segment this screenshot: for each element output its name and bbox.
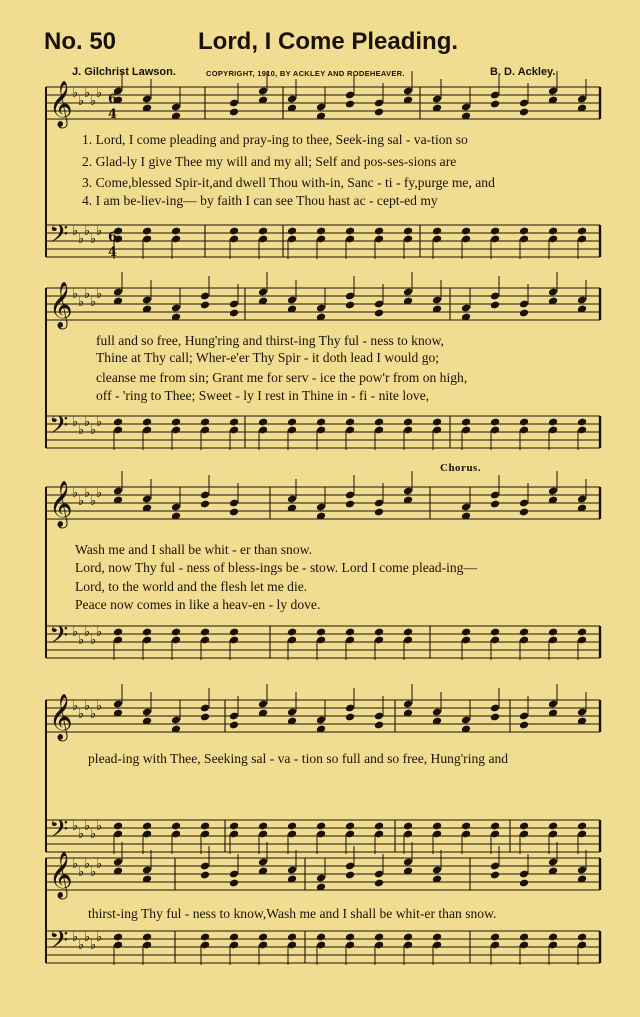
time-signature: 4 (108, 107, 118, 122)
notehead (519, 628, 529, 637)
notehead (374, 309, 384, 318)
flat-sign-icon: ♭ (72, 415, 79, 430)
notehead (345, 822, 355, 831)
notehead (519, 227, 529, 236)
notehead (519, 721, 529, 730)
notehead (490, 301, 500, 310)
flat-sign-icon: ♭ (78, 295, 85, 310)
notehead (171, 628, 181, 637)
treble-clef-icon: 𝄞 (49, 694, 73, 740)
notehead (258, 822, 268, 831)
copyright-notice: COPYRIGHT, 1910, BY ACKLEY AND RODEHEAVER. (206, 69, 405, 78)
flat-sign-icon: ♭ (84, 415, 91, 430)
notehead (577, 227, 587, 236)
flat-sign-icon: ♭ (90, 938, 97, 953)
flat-sign-icon: ♭ (72, 699, 79, 714)
notehead (345, 301, 355, 310)
notehead (200, 301, 210, 310)
flat-sign-icon: ♭ (72, 819, 79, 834)
flat-sign-icon: ♭ (78, 423, 85, 438)
notehead (490, 871, 500, 880)
notehead (519, 508, 529, 517)
time-signature: 4 (108, 245, 118, 260)
flat-sign-icon: ♭ (90, 827, 97, 842)
notehead (200, 822, 210, 831)
words-credit: J. Gilchrist Lawson. (72, 66, 176, 78)
notehead (461, 628, 471, 637)
notehead (345, 100, 355, 109)
notehead (229, 227, 239, 236)
flat-sign-icon: ♭ (84, 486, 91, 501)
treble-clef-icon: 𝄞 (49, 852, 73, 898)
lyric-s1-v4: 4. I am be-liev-ing— by faith I can see Thou hast ac - cept-ed my (82, 193, 438, 208)
flat-sign-icon: ♭ (96, 699, 103, 714)
notehead (577, 822, 587, 831)
bass-clef-icon: 𝄢 (49, 815, 69, 850)
notehead (287, 933, 297, 942)
flat-sign-icon: ♭ (72, 224, 79, 239)
flat-sign-icon: ♭ (84, 86, 91, 101)
notehead (200, 713, 210, 722)
notehead (258, 933, 268, 942)
lyric-s5: thirst-ing Thy ful - ness to know,Wash me and I shall be whit-er than snow. (88, 906, 497, 921)
notehead (432, 933, 442, 942)
chorus-label: Chorus. (440, 462, 482, 474)
lyric-s3-v3: Lord, to the world and the flesh let me die. (75, 579, 308, 594)
flat-sign-icon: ♭ (96, 86, 103, 101)
notehead (490, 500, 500, 509)
notehead (548, 933, 558, 942)
notehead (200, 871, 210, 880)
notehead (374, 508, 384, 517)
flat-sign-icon: ♭ (78, 94, 85, 109)
notehead (548, 227, 558, 236)
flat-sign-icon: ♭ (72, 486, 79, 501)
notehead (200, 500, 210, 509)
notehead (316, 418, 326, 427)
notehead (316, 822, 326, 831)
flat-sign-icon: ♭ (90, 295, 97, 310)
hymn-number: No. 50 (44, 28, 117, 55)
notehead (345, 933, 355, 942)
notehead (374, 227, 384, 236)
notehead (519, 309, 529, 318)
notehead (287, 628, 297, 637)
flat-sign-icon: ♭ (78, 633, 85, 648)
lyric-s2-v3: cleanse me from sin; Grant me for serv - ice the pow'r from on high, (96, 370, 468, 385)
notehead (316, 933, 326, 942)
notehead (374, 108, 384, 117)
notehead (142, 628, 152, 637)
notehead (519, 933, 529, 942)
notehead (229, 418, 239, 427)
flat-sign-icon: ♭ (96, 224, 103, 239)
notehead (345, 628, 355, 637)
flat-sign-icon: ♭ (84, 224, 91, 239)
lyric-s2-v2: Thine at Thy call; Wher-e'er Thy Spir - it doth lead I would go; (96, 350, 440, 365)
notehead (519, 108, 529, 117)
notehead (142, 227, 152, 236)
notehead (229, 508, 239, 517)
notehead (258, 227, 268, 236)
notehead (461, 822, 471, 831)
flat-sign-icon: ♭ (96, 930, 103, 945)
flat-sign-icon: ♭ (78, 494, 85, 509)
notehead (345, 227, 355, 236)
lyric-s3-v1: Wash me and I shall be whit - er than snow. (75, 542, 312, 557)
flat-sign-icon: ♭ (90, 633, 97, 648)
bass-clef-icon: 𝄢 (49, 411, 69, 446)
flat-sign-icon: ♭ (72, 287, 79, 302)
notehead (461, 418, 471, 427)
notehead (171, 418, 181, 427)
notehead (345, 713, 355, 722)
lyric-s1-v3: 3. Come,blessed Spir-it,and dwell Thou with-in, Sanc - ti - fy,purge me, and (82, 175, 495, 190)
flat-sign-icon: ♭ (90, 232, 97, 247)
notehead (171, 227, 181, 236)
flat-sign-icon: ♭ (84, 819, 91, 834)
music-credit: B. D. Ackley. (490, 66, 556, 78)
flat-sign-icon: ♭ (96, 819, 103, 834)
flat-sign-icon: ♭ (84, 699, 91, 714)
notehead (490, 227, 500, 236)
flat-sign-icon: ♭ (78, 938, 85, 953)
notehead (548, 418, 558, 427)
notehead (432, 822, 442, 831)
bass-clef-icon: 𝄢 (49, 220, 69, 255)
notehead (345, 871, 355, 880)
flat-sign-icon: ♭ (90, 94, 97, 109)
bass-clef-icon: 𝄢 (49, 926, 69, 961)
treble-clef-icon: 𝄞 (49, 481, 73, 527)
notehead (113, 628, 123, 637)
notehead (142, 933, 152, 942)
notehead (519, 418, 529, 427)
flat-sign-icon: ♭ (84, 287, 91, 302)
notehead (229, 108, 239, 117)
time-signature: 6 (108, 230, 118, 245)
notehead (374, 418, 384, 427)
flat-sign-icon: ♭ (96, 857, 103, 872)
notehead (171, 822, 181, 831)
notehead (258, 418, 268, 427)
notehead (519, 822, 529, 831)
flat-sign-icon: ♭ (78, 707, 85, 722)
notehead (432, 227, 442, 236)
notehead (490, 100, 500, 109)
notehead (374, 628, 384, 637)
time-signature: 6 (108, 92, 118, 107)
flat-sign-icon: ♭ (78, 232, 85, 247)
notehead (113, 822, 123, 831)
lyric-s1-v2: 2. Glad-ly I give Thee my will and my all; Self and pos-ses-sions are (82, 154, 457, 169)
notehead (200, 418, 210, 427)
notehead (490, 713, 500, 722)
notehead (490, 822, 500, 831)
flat-sign-icon: ♭ (84, 857, 91, 872)
notehead (403, 628, 413, 637)
bass-clef-icon: 𝄢 (49, 621, 69, 656)
notehead (113, 933, 123, 942)
treble-clef-icon: 𝄞 (49, 81, 73, 127)
flat-sign-icon: ♭ (72, 625, 79, 640)
notehead (461, 227, 471, 236)
notehead (432, 418, 442, 427)
notehead (345, 500, 355, 509)
notehead (374, 933, 384, 942)
notehead (345, 418, 355, 427)
notehead (229, 933, 239, 942)
notehead (142, 418, 152, 427)
flat-sign-icon: ♭ (96, 486, 103, 501)
treble-clef-icon: 𝄞 (49, 282, 73, 328)
hymn-title: Lord, I Come Pleading. (198, 28, 459, 55)
notehead (577, 628, 587, 637)
flat-sign-icon: ♭ (96, 287, 103, 302)
notehead (490, 418, 500, 427)
flat-sign-icon: ♭ (72, 86, 79, 101)
notehead (577, 933, 587, 942)
notehead (316, 227, 326, 236)
notehead (490, 933, 500, 942)
notehead (229, 822, 239, 831)
notehead (229, 721, 239, 730)
notehead (287, 227, 297, 236)
lyric-s1-v1: 1. Lord, I come pleading and pray-ing to thee, Seek-ing sal - va-tion so (82, 132, 468, 147)
notehead (403, 418, 413, 427)
notehead (229, 628, 239, 637)
notehead (287, 822, 297, 831)
notehead (403, 822, 413, 831)
flat-sign-icon: ♭ (90, 494, 97, 509)
notehead (229, 309, 239, 318)
flat-sign-icon: ♭ (72, 930, 79, 945)
notehead (374, 879, 384, 888)
notehead (577, 418, 587, 427)
flat-sign-icon: ♭ (90, 707, 97, 722)
lyric-s2-v4: off - 'ring to Thee; Sweet - ly I rest in Thine in - fi - nite love, (96, 388, 430, 403)
notehead (374, 721, 384, 730)
lyric-s4: plead-ing with Thee, Seeking sal - va - tion so full and so free, Hung'ring and (88, 751, 509, 766)
flat-sign-icon: ♭ (78, 865, 85, 880)
notehead (200, 933, 210, 942)
notehead (490, 628, 500, 637)
lyric-s3-v4: Peace now comes in like a heav-en - ly dove. (75, 597, 321, 612)
flat-sign-icon: ♭ (72, 857, 79, 872)
flat-sign-icon: ♭ (90, 423, 97, 438)
notehead (403, 227, 413, 236)
flat-sign-icon: ♭ (84, 930, 91, 945)
notehead (113, 418, 123, 427)
notehead (374, 822, 384, 831)
notehead (548, 628, 558, 637)
notehead (548, 822, 558, 831)
notehead (200, 628, 210, 637)
notehead (287, 418, 297, 427)
flat-sign-icon: ♭ (84, 625, 91, 640)
flat-sign-icon: ♭ (96, 625, 103, 640)
flat-sign-icon: ♭ (78, 827, 85, 842)
lyric-s2-v1: full and so free, Hung'ring and thirst-ing Thy ful - ness to know, (96, 333, 444, 348)
notehead (316, 628, 326, 637)
notehead (403, 933, 413, 942)
notehead (229, 879, 239, 888)
notehead (142, 822, 152, 831)
flat-sign-icon: ♭ (96, 415, 103, 430)
flat-sign-icon: ♭ (90, 865, 97, 880)
notehead (519, 879, 529, 888)
lyric-s3-v2: Lord, now Thy ful - ness of bless-ings be - stow. Lord I come plead-ing— (75, 560, 478, 575)
